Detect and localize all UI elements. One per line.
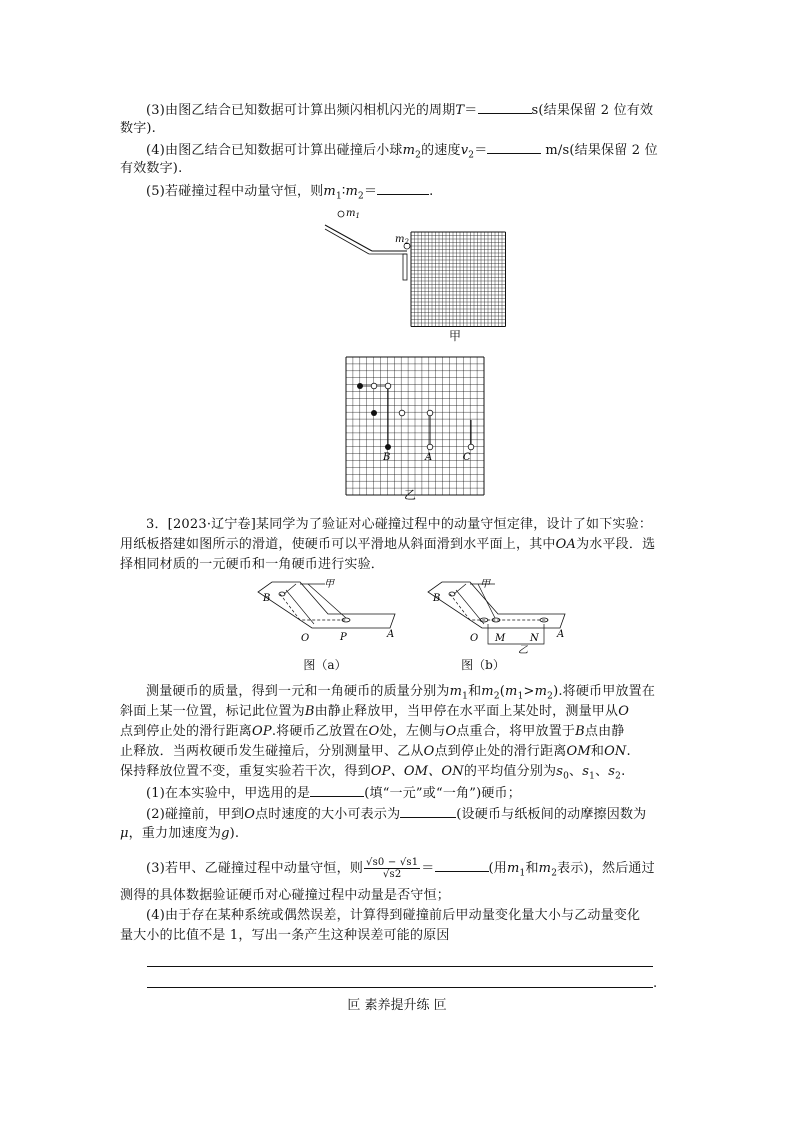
figure-yi [345,356,485,471]
q3-body1-m2-sub: 2 [493,691,500,702]
q3-body1: 测量硬币的质量，得到一元和一角硬币的质量分别为 [146,684,450,699]
q3-answer-line-2[interactable] [147,987,653,988]
q3-sub3-num: √s0 − √s1 [366,857,419,868]
q3-sub3-line2 [120,887,450,905]
jia-incline-lower [325,229,369,254]
q3-sub2-g: g [221,826,230,841]
q3-sub2-line1 [146,805,646,824]
q3-body5-s1: s [582,764,590,779]
q3-body3-mid2: 处，左侧与 [379,724,446,739]
q3-sub3-eq: ＝ [421,861,435,876]
q3-body3-b: B [575,724,585,739]
yi-dot-open-6 [468,444,474,450]
q3-body3-mid3: 点重合，将甲放置于 [456,724,576,739]
q3-body5-sub2: 2 [615,771,622,782]
q3-body3-mid: .将硬币乙放置在 [271,724,369,739]
q3-sub1-b: (填“一元”或“一角”)硬币； [364,786,521,801]
q2-p4-answer-blank[interactable] [487,141,541,154]
q3-sub4-a: (4)由于存在某种系统或偶然误差，计算得到碰撞前后甲动量变化量大小与乙动量变化 [146,908,641,923]
jia-label-m2: $m_2$ [395,234,409,246]
q3-sub2-o: O [244,807,256,822]
q3-body2-rest: 由静止释放甲，当甲停在水平面上某处时，测量甲从 [314,704,619,719]
q2-part3-line2 [120,120,156,138]
q3-body4-o: O [423,744,435,759]
yi-dot-open-4 [427,410,433,416]
q2-p5-m2: m [345,184,359,199]
q3-body2-o: O [618,704,630,719]
figure-a-caption: 图（a） [303,658,347,672]
q2-p5-m1: m [323,184,336,199]
fb-board [428,582,565,628]
q2-p3-answer-blank[interactable] [478,101,532,114]
yi-dot-open-3 [399,410,405,416]
q3-body5-s2: s [608,764,616,779]
q2-p4-text-b: 的速度 [421,143,461,158]
q3-sub3-m2-sub: 2 [551,868,558,879]
q2-p5-eq: ＝ [363,184,378,199]
section-footer: 叵 素养提升练 叵 [347,998,447,1013]
q3-sub4-b: 量大小的比值不是 1，写出一条产生这种误差可能的原因 [120,928,450,943]
q3-body5-sub1: 1 [589,771,596,782]
jia-label-m1: $m_1$ [346,208,360,220]
q2-p4-text-d: 有效数字). [120,161,183,176]
fa-label-b: B [263,593,271,604]
q3-sub3-fraction [364,857,420,880]
yi-dot-filled-2 [371,410,377,416]
q3-sub3-c: 表示)，然后通过 [557,861,655,876]
q3-body4-end: . [626,744,631,759]
q3-body5-mid: 的平均值分别为 [463,764,557,779]
q2-p3-text-c: 数字). [120,121,157,136]
q3-sub2-b: 点时速度的大小可表示为 [255,807,401,822]
fb-jia-leader-3 [454,584,466,594]
q3-body1-m1-sub: 1 [462,691,469,702]
q2-p5-text: (5)若碰撞过程中动量守恒，则 [146,184,324,199]
fa-label-p: P [340,632,347,643]
q3-body3-op: OP [252,724,272,739]
q3-sub2-end: ). [229,826,240,841]
q3-l3: 择相同材质的一元硬币和一角硬币进行实验． [120,557,385,572]
figure-jia [315,205,535,330]
q3-body3: 点到停止处的滑行距离 [120,724,253,739]
q3-body2-b: B [304,704,315,719]
q3-l2-b: 为水平段．选 [576,537,656,552]
q3-body5-sub0: 0 [563,771,570,782]
q2-p5-sub1: 1 [335,191,342,202]
fb-label-b: B [433,593,441,604]
q3-sub2-a: (2)碰撞前，甲到 [146,807,245,822]
fa-label-jia: 甲 [324,579,334,590]
q2-p5-end: . [429,184,434,199]
q2-p4-m: m [402,143,416,158]
q3-body1-rest: ).将硬币甲放置在 [553,684,656,699]
q3-line1 [146,516,652,534]
fb-label-jia: 甲 [480,579,490,590]
q2-p3-var: T [455,103,465,118]
q2-p4-v-sub: 2 [468,150,475,161]
q2-part4-line1 [146,141,658,165]
q3-line2 [120,536,655,554]
q2-p4-text-c: m/s(结果保留 2 位 [545,143,658,158]
q3-sub2-mu: μ [120,826,129,841]
q3-sub3-and: 和 [525,861,539,876]
figure-yi-caption: 乙 [403,488,416,502]
q3-sub3-a: (3)若甲、乙碰撞过程中动量守恒，则 [146,861,364,876]
fa-label-a: A [387,629,395,640]
figure-a [250,580,400,645]
q3-answer-line-1[interactable] [147,966,653,967]
yi-dot-open-2 [385,383,391,389]
jia-incline [325,225,372,251]
q3-body4: 止释放．当两枚硬币发生碰撞后，分别测量甲、乙从 [120,744,424,759]
q2-p5-colon: ∶ [341,184,346,199]
fb-label-a: A [557,629,565,640]
q3-body2: 斜面上某一位置，标记此位置为 [120,704,305,719]
q2-p4-text: (4)由图乙结合已知数据可计算出碰撞后小球 [146,143,403,158]
q2-p5-sub2: 2 [358,191,364,202]
q3-body3-o: O [368,724,380,739]
q3-body1-m1: m [449,684,463,699]
q2-p4-sub: 2 [415,150,422,161]
q3-body5: 保持释放位置不变，重复实验若干次，得到 [120,764,371,779]
q3-sub4-line2 [120,927,450,945]
q3-body1-m1b-sub: 1 [517,691,524,702]
yi-label-b: B [383,452,391,463]
q2-p3-text: (3)由图乙结合已知数据可计算出频闪相机闪光的周期 [146,103,456,118]
q3-sub2-line2 [120,825,239,843]
q2-part4-line2 [120,160,182,178]
fa-jia-leader-3 [284,584,296,594]
fa-path [280,594,346,620]
q2-p5-answer-blank[interactable] [377,182,429,195]
yi-dot-filled-3 [385,444,391,450]
q3-sub4-line1 [146,907,640,925]
q3-l2: 用纸板搭建如图所示的滑道，使硬币可以平滑地从斜面滑到水平面上，其中 [120,537,556,552]
q3-sub3-den: √s2 [382,869,402,880]
q3-body-line3 [120,723,624,741]
q2-p3-text-b: s(结果保留 2 位有效 [531,103,654,118]
q3-sub3-m2: m [538,861,552,876]
yi-label-c: C [463,452,471,463]
figure-b-caption: 图（b） [461,658,505,672]
fa-label-o: O [301,633,310,644]
q3-body4-om: OM [566,744,591,759]
q3-sub3-b: (用 [488,861,507,876]
yi-label-a: A [425,452,433,463]
q3-body1-m2: m [481,684,494,699]
q3-intro: 3．[2023·辽宁卷]某同学为了验证对心碰撞过程中的动量守恒定律，设计了如下实验： [146,517,653,532]
q3-body5-s0: s [556,764,564,779]
fb-label-yi: 乙 [518,645,528,656]
q3-body5-sep2: 、 [595,764,609,779]
q3-sub3-m1-sub: 1 [519,868,526,879]
q2-p4-v: v [460,143,469,158]
q3-sub3-line1 [146,857,655,883]
q3-line3 [120,556,384,574]
q3-sub1-a: (1)在本实验中，甲选用的是 [146,786,311,801]
q3-sub3-answer-blank[interactable] [435,859,489,872]
yi-dot-filled-1 [357,383,363,389]
q3-body4-on: ON [604,744,627,759]
q2-part5-line [146,182,434,206]
yi-dot-open-5 [427,444,433,450]
q3-sub1-line [146,784,521,803]
fb-label-m: M [495,633,506,644]
q3-body1-m2b-sub: 2 [547,691,554,702]
q3-body1-paren: ( [499,684,506,699]
jia-ball-m1 [338,211,344,217]
q3-body1-gt: > [523,684,535,699]
q3-sub2-answer-blank[interactable] [400,805,456,818]
q3-sub3-d: 测得的具体数据验证硬币对心碰撞过程中动量是否守恒； [120,888,451,903]
q3-body-line2 [120,703,629,721]
fb-label-n: N [530,633,539,644]
q3-body4-and: 和 [590,744,605,759]
q3-sub3-m1: m [506,861,520,876]
figure-b [420,580,570,660]
fb-label-o: O [470,633,479,644]
figure-jia-caption: 甲 [448,329,461,343]
q3-sub4-end: . [653,976,658,991]
q3-body-line5 [120,763,625,786]
q3-sub1-answer-blank[interactable] [310,784,364,797]
q3-body1-m1b: m [505,684,518,699]
jia-grid [411,232,506,327]
q3-sub2-c: (设硬币与纸板间的动摩擦因数为 [456,807,647,822]
q3-body-line4 [120,743,631,761]
q3-sub2-d: ，重力加速度为 [128,826,222,841]
q2-p4-eq: ＝ [474,143,488,158]
q3-body1-m2b: m [534,684,548,699]
q3-body5-sep1: 、 [569,764,583,779]
jia-table-leg [403,254,407,280]
yi-grid [346,357,484,495]
q3-body4-mid: 点到停止处的滑行距离 [434,744,567,759]
q3-body1-and: 和 [468,684,482,699]
yi-dot-open-1 [371,383,377,389]
q3-l2-oa: OA [555,537,577,552]
q3-body5-end: . [621,764,626,779]
q3-body5-vars: OP、OM、ON [370,764,464,779]
q3-body3-end: 点由静 [584,724,625,739]
q3-body3-o2: O [445,724,457,739]
q2-p3-eq: ＝ [464,103,478,118]
q2-part3-line1 [146,101,653,120]
